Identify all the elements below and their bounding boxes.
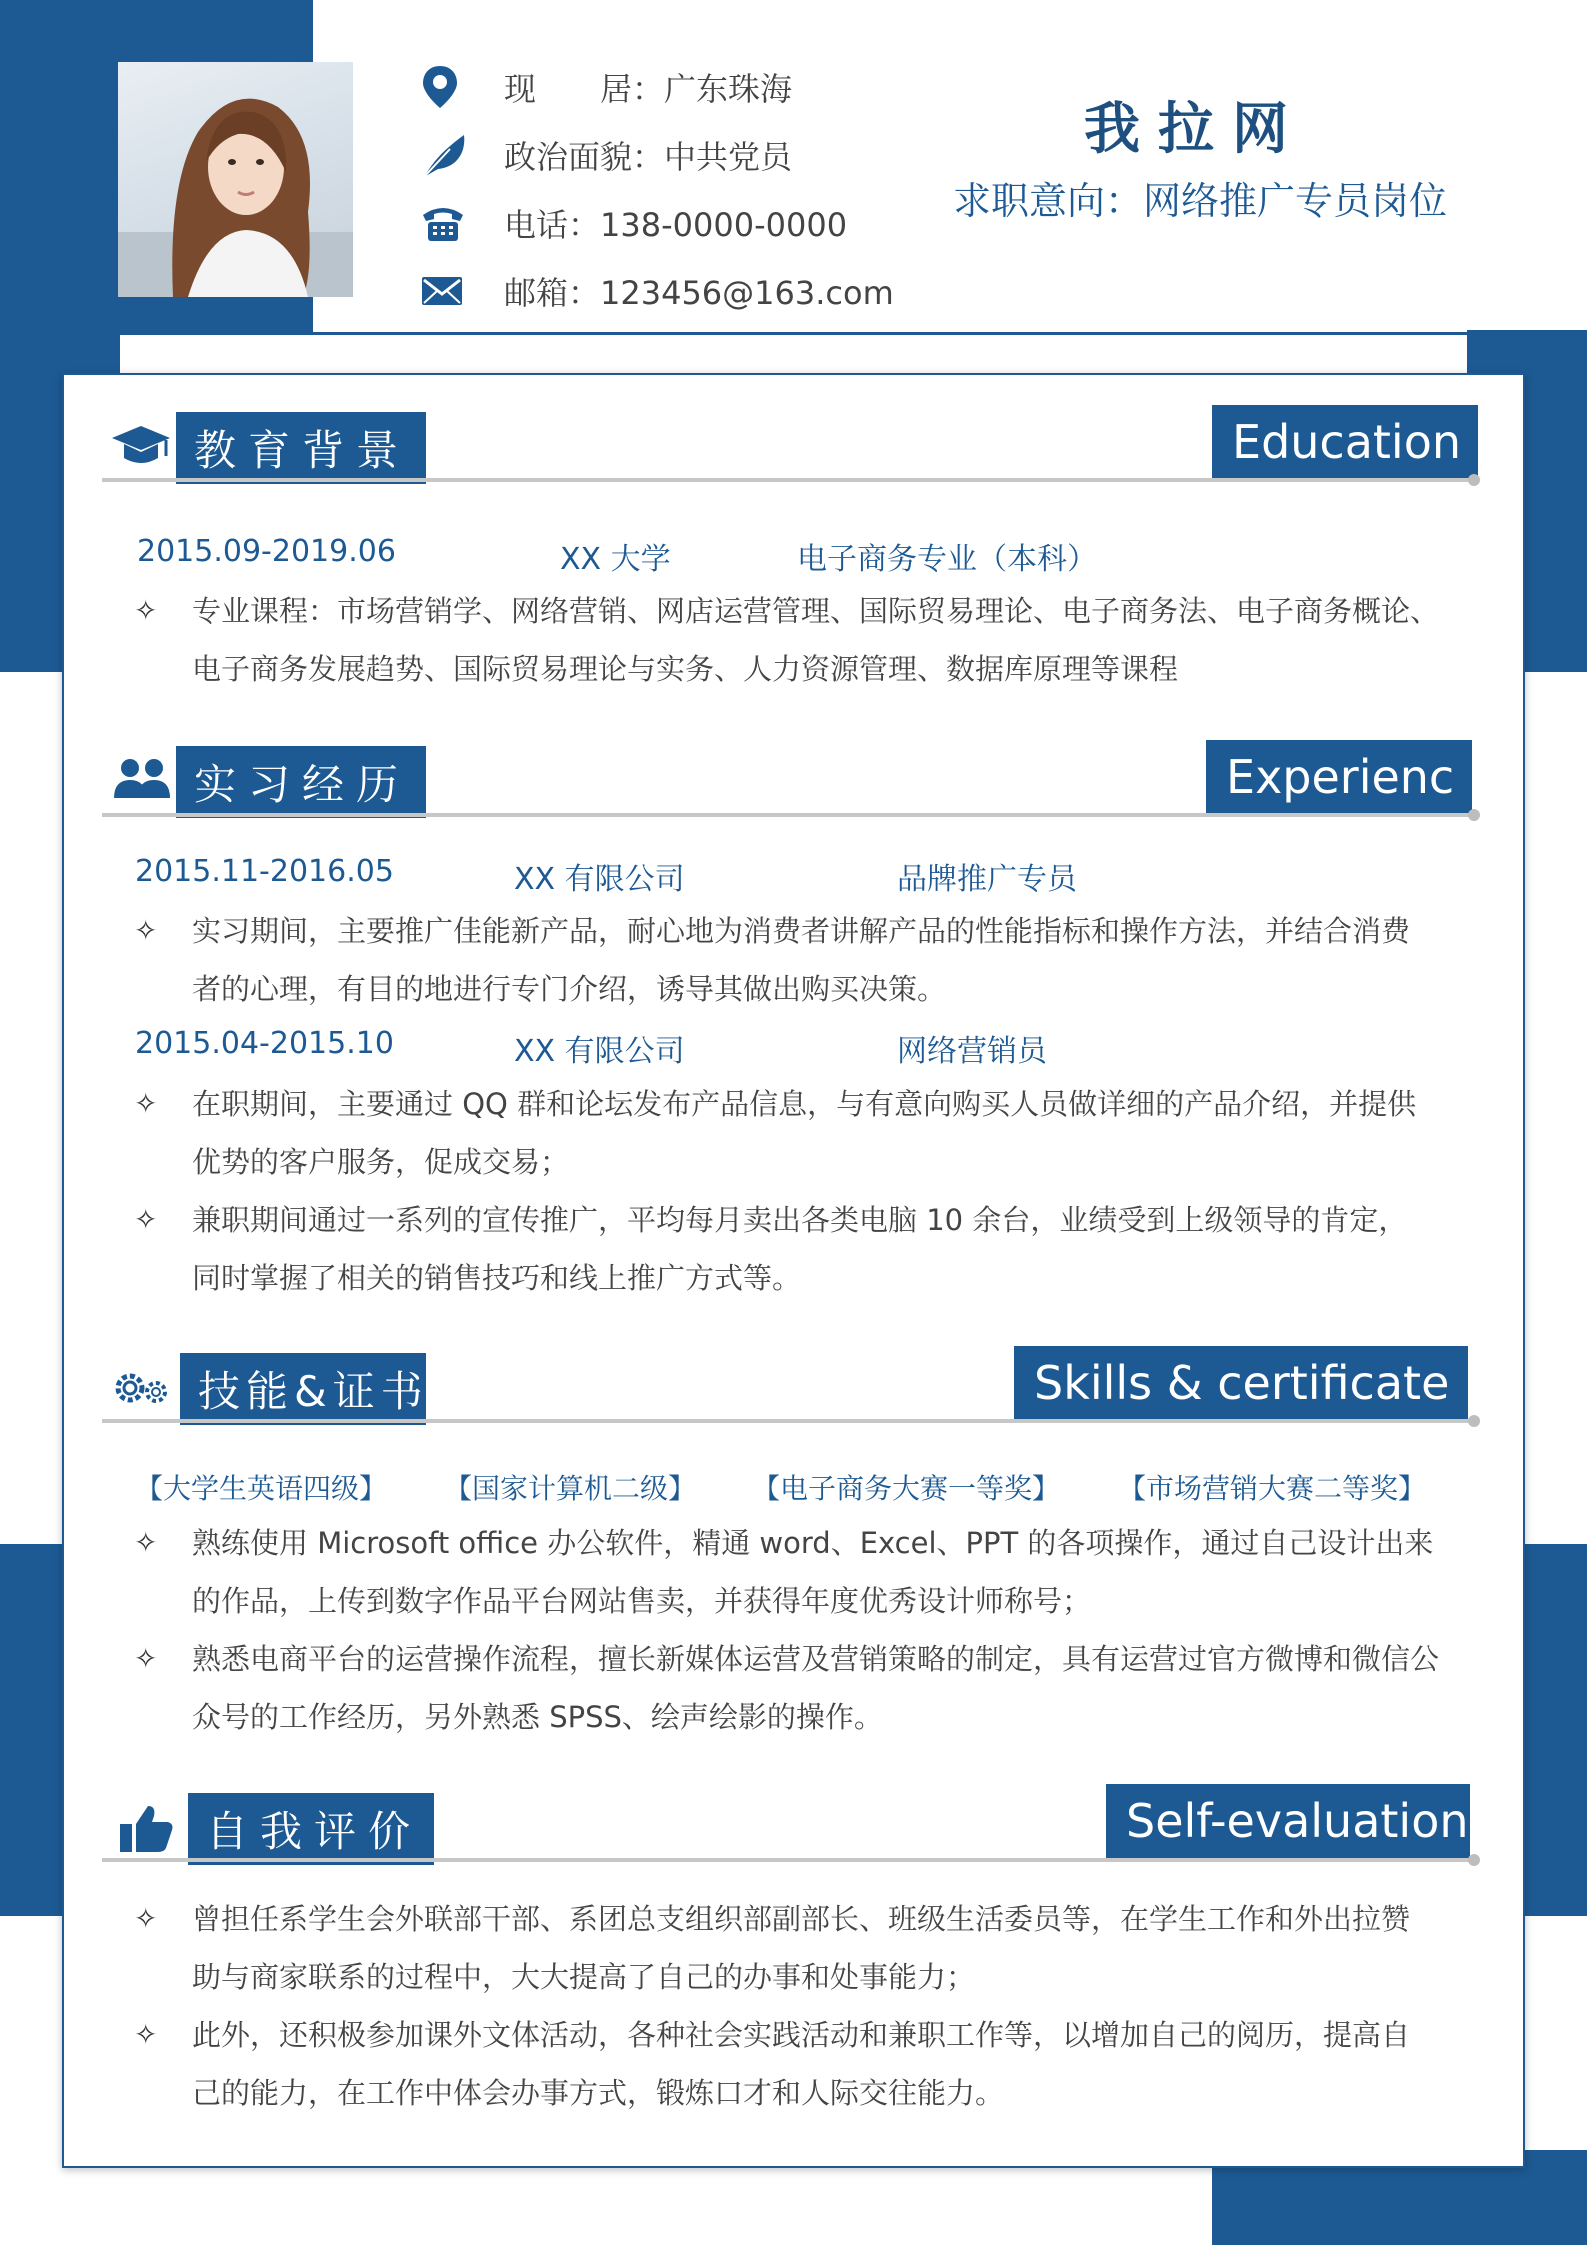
people-icon	[110, 752, 172, 808]
bullet-mark: ✧	[134, 914, 158, 947]
experience-title-en: Experienc	[1206, 740, 1472, 814]
bullet-text-line-2: 的作品，上传到数字作品平台网站售卖，并获得年度优秀设计师称号；	[192, 1584, 1092, 1618]
education-title: 教育背景	[176, 412, 426, 484]
bullet-text-line-1: 兼职期间通过一系列的宣传推广，平均每月卖出各类电脑 10 余台，业绩受到上级领导的肯定，	[192, 1203, 1408, 1237]
self-eval-title: 自我评价	[188, 1793, 434, 1865]
education-divider-dot	[1468, 474, 1480, 486]
thumbs-up-icon	[114, 1800, 176, 1856]
certificate-badge: 【国家计算机二级】	[444, 1472, 697, 1505]
list-item	[134, 1191, 1454, 1307]
profile-photo	[118, 62, 353, 297]
bullet-mark: ✧	[134, 1902, 158, 1935]
bullet-text-line-2: 优势的客户服务，促成交易；	[192, 1145, 570, 1179]
bullet-text-line-1: 熟悉电商平台的运营操作流程，擅长新媒体运营及营销策略的制定，具有运营过官方微博和微信公	[192, 1642, 1440, 1676]
bullet-text-line-2: 同时掌握了相关的销售技巧和线上推广方式等。	[192, 1261, 802, 1295]
certificate-badge: 【市场营销大赛二等奖】	[1118, 1472, 1427, 1505]
info-residence	[420, 62, 792, 112]
skills-divider-dot	[1468, 1415, 1480, 1427]
graduation-cap-icon	[110, 418, 172, 474]
bullet-text-line-1: 此外，还积极参加课外文体活动，各种社会实践活动和兼职工作等，以增加自己的阅历，提高自	[192, 2018, 1411, 2052]
bullet-mark: ✧	[134, 1642, 158, 1675]
bullet-mark: ✧	[134, 1526, 158, 1559]
bullet-mark: ✧	[134, 594, 158, 627]
list-item	[134, 1514, 1454, 1630]
education-school: XX 大学	[560, 542, 671, 577]
certificate-badge: 【大学生英语四级】	[135, 1472, 388, 1505]
certificate-badge: 【电子商务大赛一等奖】	[752, 1472, 1061, 1505]
bullet-text-line-2: 电子商务发展趋势、国际贸易理论与实务、人力资源管理、数据库原理等课程	[192, 652, 1179, 686]
skills-title-en: Skills & certificate	[1014, 1346, 1468, 1420]
info-email	[420, 266, 894, 316]
self-eval-title-en: Self-evaluation	[1106, 1784, 1470, 1858]
telephone-icon	[420, 198, 472, 248]
self-eval-divider-dot	[1468, 1854, 1480, 1866]
info-political	[420, 130, 792, 180]
candidate-name: 我拉网	[1084, 97, 1306, 162]
location-pin-icon	[420, 62, 472, 112]
list-item	[134, 582, 1454, 698]
education-major: 电子商务专业（本科）	[797, 542, 1097, 577]
education-date: 2015.09-2019.06	[137, 534, 396, 569]
experience-title: 实习经历	[176, 746, 426, 818]
education-divider	[102, 478, 1472, 482]
bullet-text-line-1: 在职期间，主要通过 QQ 群和论坛发布产品信息，与有意向购买人员做详细的产品介绍，并提供	[192, 1087, 1417, 1121]
bullet-text-line-1: 曾担任系学生会外联部干部、系团总支组织部副部长、班级生活委员等，在学生工作和外出拉赞	[192, 1902, 1411, 1936]
info-phone	[420, 198, 847, 248]
bullet-mark: ✧	[134, 1203, 158, 1236]
bullet-text-line-1: 实习期间，主要推广佳能新产品，耐心地为消费者讲解产品的性能指标和操作方法，并结合消费	[192, 914, 1411, 948]
political-text: 政治面貌：中共党员	[504, 138, 793, 176]
job-company: XX 有限公司	[514, 1034, 685, 1069]
skills-title: 技能&证书	[180, 1353, 426, 1425]
self-eval-divider	[102, 1858, 1472, 1862]
bullet-mark: ✧	[134, 1087, 158, 1120]
bullet-mark: ✧	[134, 2018, 158, 2051]
bullet-text-line-2: 众号的工作经历，另外熟悉 SPSS、绘声绘影的操作。	[192, 1700, 883, 1734]
phone-text: 电话：138-0000-0000	[504, 206, 848, 244]
list-item	[134, 902, 1454, 1018]
list-item	[134, 1890, 1454, 2006]
bullet-text-line-2: 助与商家联系的过程中，大大提高了自己的办事和处事能力；	[192, 1960, 976, 1994]
list-item	[134, 1075, 1454, 1191]
bullet-text-line-2: 己的能力，在工作中体会办事方式，锻炼口才和人际交往能力。	[192, 2076, 1005, 2110]
job-role: 网络营销员	[897, 1034, 1047, 1069]
job-date: 2015.04-2015.10	[135, 1026, 394, 1061]
bullet-text-line-1: 熟练使用 Microsoft office 办公软件，精通 word、Excel、PPT 的各项操作，通过自己设计出来	[192, 1526, 1434, 1560]
job-objective: 求职意向：网络推广专员岗位	[952, 179, 1447, 223]
bullet-text-line-2: 者的心理，有目的地进行专门介绍，诱导其做出购买决策。	[192, 972, 947, 1006]
list-item	[134, 1630, 1454, 1746]
email-text: 邮箱：123456@163.com	[504, 274, 894, 312]
job-company: XX 有限公司	[514, 862, 685, 897]
experience-divider	[102, 813, 1472, 817]
job-date: 2015.11-2016.05	[135, 854, 394, 889]
gears-icon	[110, 1360, 172, 1416]
education-title-en: Education	[1212, 405, 1478, 479]
bullet-text-line-1: 专业课程：市场营销学、网络营销、网店运营管理、国际贸易理论、电子商务法、电子商务概论、	[192, 594, 1440, 628]
residence-text: 现 居：广东珠海	[504, 70, 793, 108]
envelope-icon	[420, 266, 472, 316]
list-item	[134, 2006, 1454, 2122]
skills-divider	[102, 1419, 1472, 1423]
leaf-icon	[420, 130, 472, 180]
experience-divider-dot	[1468, 809, 1480, 821]
job-role: 品牌推广专员	[897, 862, 1077, 897]
